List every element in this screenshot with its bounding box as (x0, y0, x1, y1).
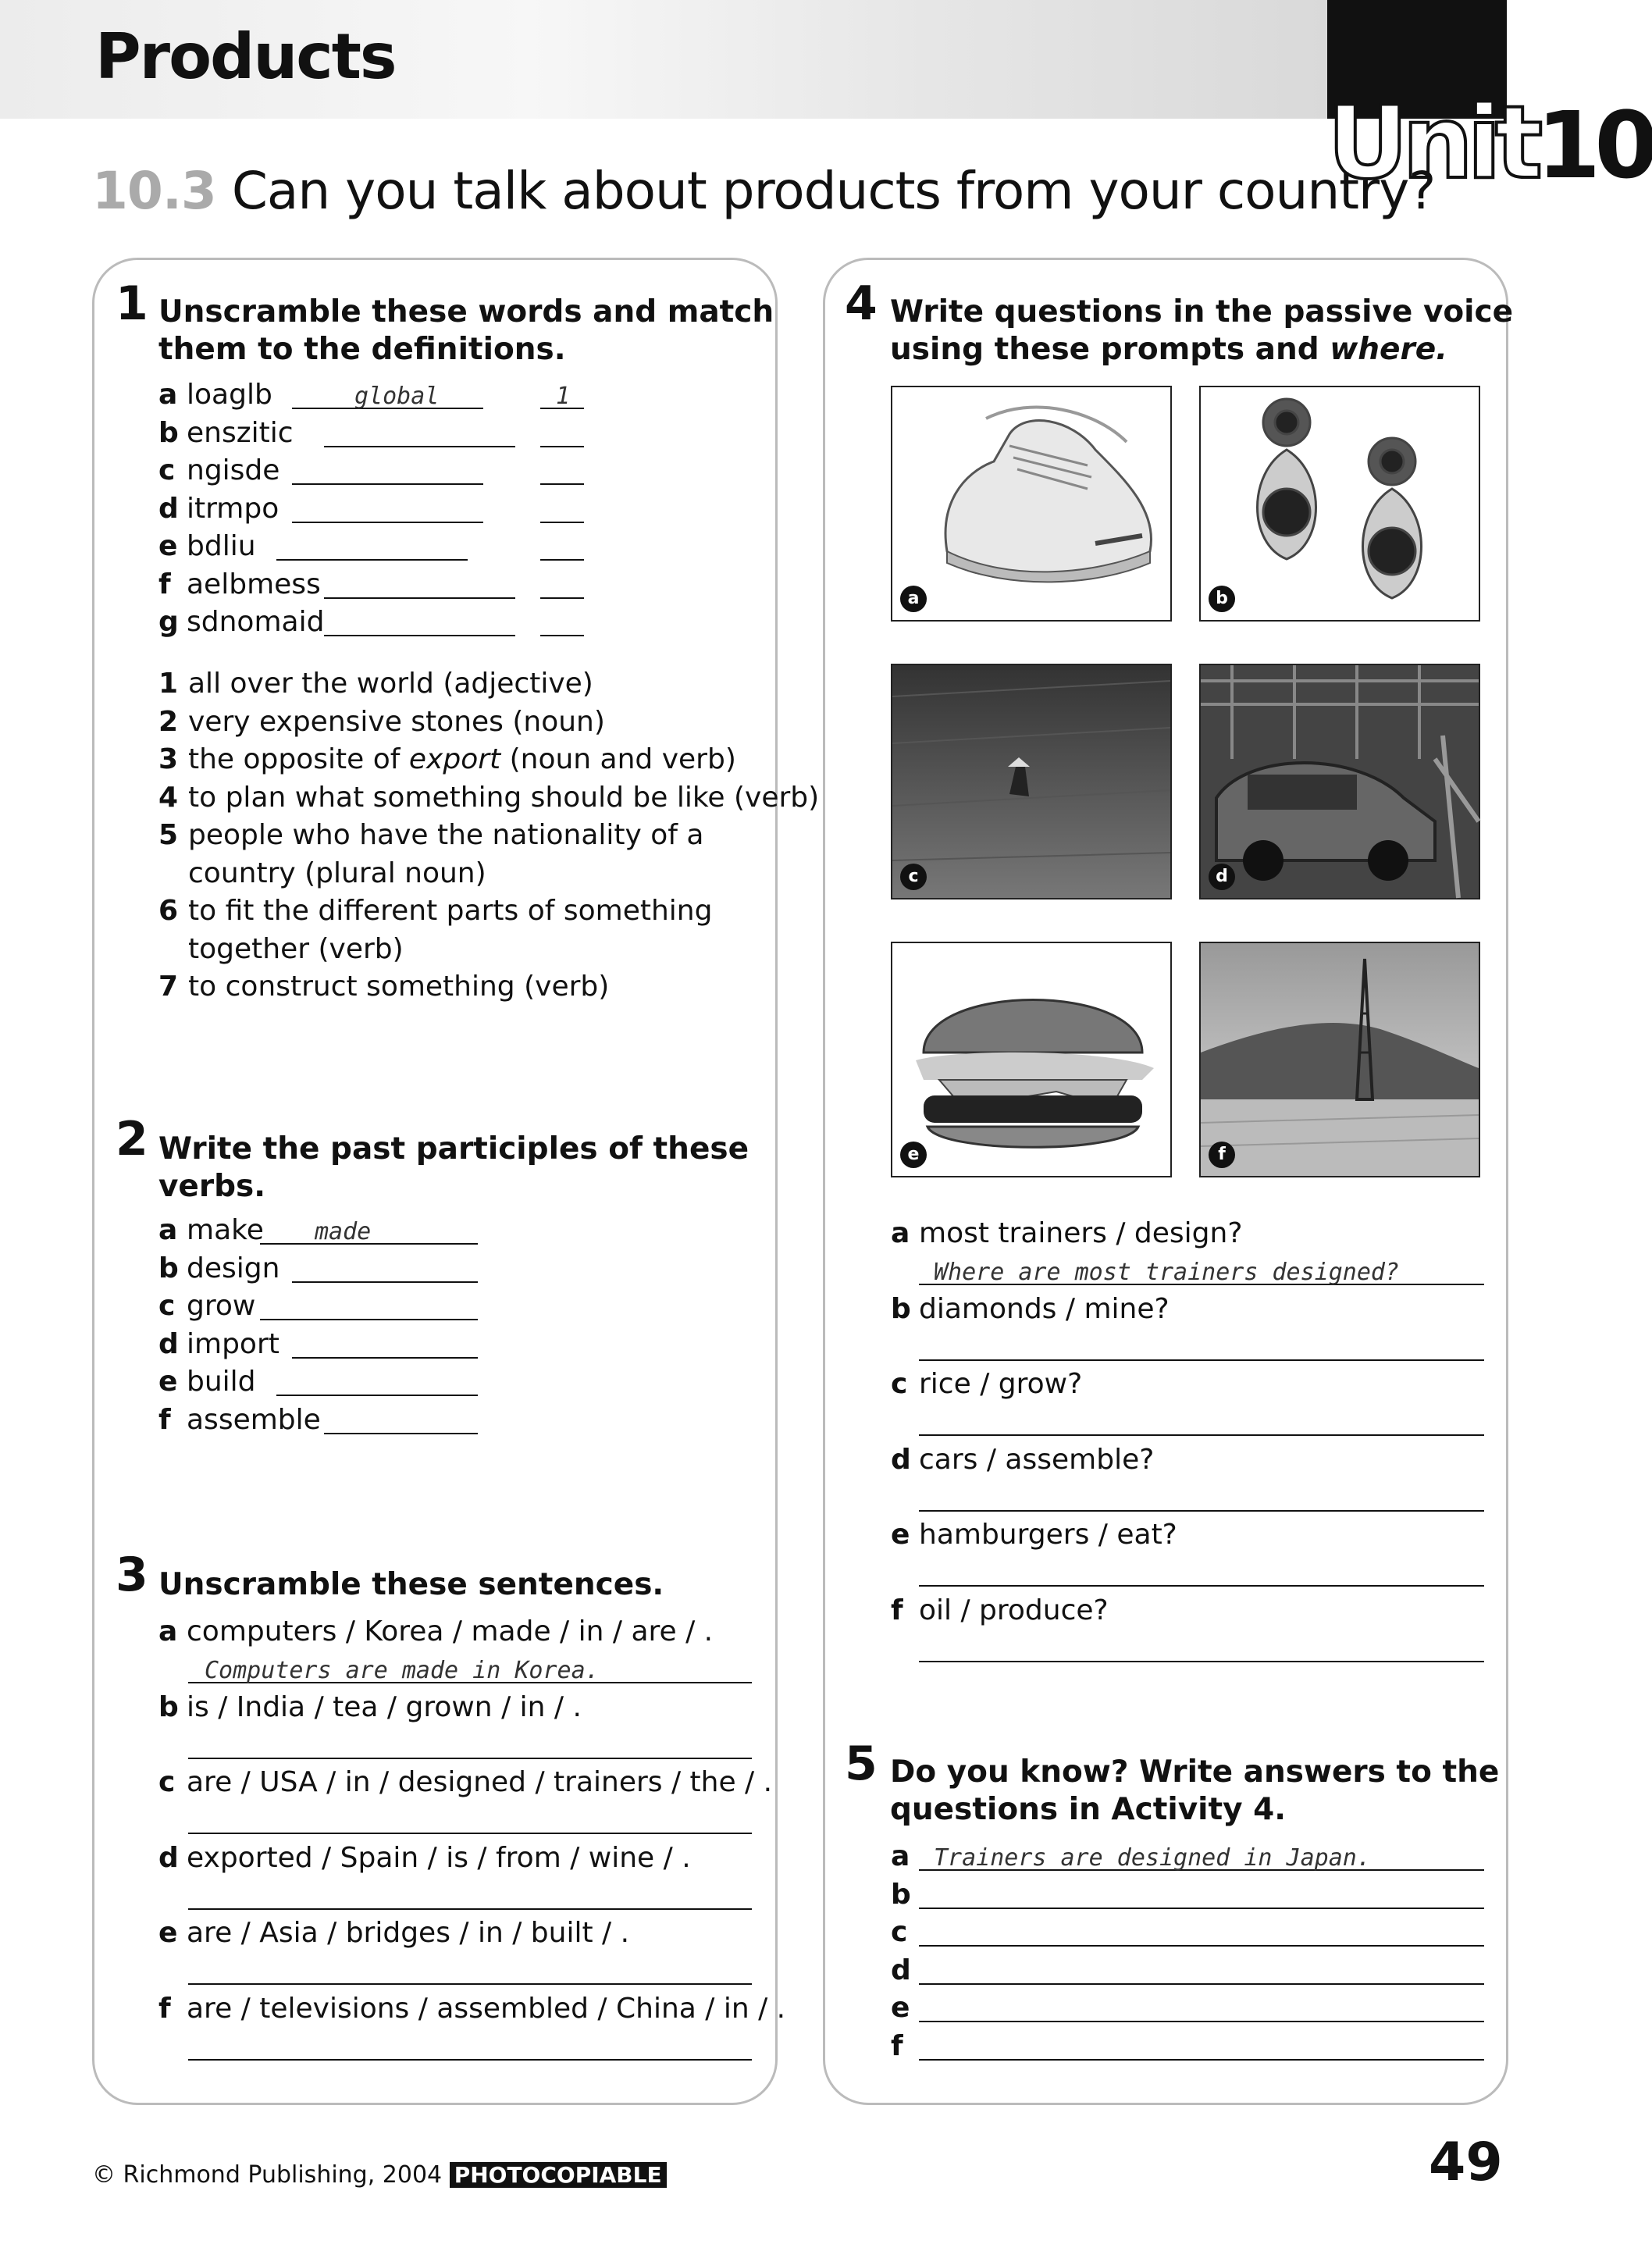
scrambled-sentence: is / India / tea / grown / in / . (187, 1690, 582, 1723)
definition-number: 4 (158, 781, 179, 814)
question-prompt: most trainers / design? (919, 1217, 1243, 1249)
answer-line (919, 1585, 1484, 1587)
scrambled-word: bdliu (187, 530, 256, 562)
item-letter: d (158, 492, 179, 525)
activity2-title-line2: verbs. (158, 1169, 266, 1204)
item-letter: d (158, 1327, 179, 1360)
photocopiable-badge: PHOTOCOPIABLE (450, 2162, 667, 2188)
question-prompt: rice / grow? (919, 1368, 1083, 1400)
answer-line (276, 1395, 479, 1396)
item-letter: c (158, 454, 176, 486)
activity4-item (891, 1592, 1109, 1630)
rice-field-photo (892, 665, 1170, 898)
activity5-title-line1: Do you know? Write answers to the (890, 1754, 1500, 1790)
activity2-item (158, 1402, 321, 1439)
definition-number: 3 (158, 743, 179, 775)
definition-text: the opposite of (188, 743, 409, 775)
activity1-item (158, 528, 256, 565)
answer-line (276, 559, 468, 561)
answer-line (919, 1945, 1484, 1947)
activity4-title-line1: Write questions in the passive voice (890, 294, 1514, 330)
definition-text: to construct something (verb) (188, 971, 610, 1003)
scrambled-word: aelbmess (187, 568, 321, 600)
activity4-item (891, 1215, 1242, 1252)
scrambled-sentence: are / televisions / assembled / China / in / . (187, 1992, 786, 2025)
picture-a-label: a (900, 586, 927, 612)
item-letter: c (891, 1368, 908, 1400)
match-line (540, 635, 584, 636)
verb: import (187, 1327, 279, 1360)
car-factory-photo (1201, 665, 1479, 898)
item-letter: a (158, 379, 178, 411)
match-line (540, 483, 584, 485)
activity1-title-line2: them to the definitions. (158, 332, 566, 367)
picture-d-car-factory (1199, 664, 1480, 899)
definition-text: to plan what something should be like (verb) (188, 781, 820, 814)
question-prompt: cars / assemble? (919, 1443, 1155, 1476)
definition-continuation: together (verb) (188, 932, 404, 965)
item-letter: c (158, 1766, 176, 1798)
lesson-number: 10.3 (92, 161, 216, 221)
activity1-item (158, 376, 272, 414)
activity2-number: 2 (116, 1112, 148, 1167)
activity2-item (158, 1250, 279, 1288)
activity2-item (158, 1288, 255, 1325)
answer-line (324, 635, 515, 636)
item-letter: b (158, 1690, 179, 1723)
picture-c-label: c (900, 864, 927, 890)
page-title: Products (95, 20, 396, 93)
activity4-title-line2-emphasis: where. (1330, 332, 1447, 367)
activity2-title-line1: Write the past participles of these (158, 1131, 749, 1167)
activity3-item (158, 1915, 629, 1952)
definition-item (158, 817, 703, 854)
answer-line (188, 1758, 752, 1759)
handwritten-answer: Where are most trainers designed? (934, 1259, 1400, 1286)
picture-b-label: b (1209, 586, 1235, 612)
activity2-item (158, 1326, 279, 1363)
activity3-item (158, 1613, 713, 1651)
definition-number: 5 (158, 819, 179, 851)
item-letter: d (158, 1841, 179, 1874)
activity1-item (158, 566, 321, 604)
item-letter: a (158, 1214, 178, 1246)
scrambled-sentence: are / USA / in / designed / trainers / the / . (187, 1766, 773, 1798)
verb: grow (187, 1290, 256, 1322)
activity3-item (158, 1689, 582, 1726)
oil-rig-photo (1201, 943, 1479, 1176)
item-letter: a (158, 1615, 178, 1648)
definition-item (158, 665, 593, 703)
copyright: © Richmond Publishing, 2004 (92, 2161, 443, 2189)
item-letter: f (158, 568, 171, 600)
answer-line (260, 1319, 478, 1320)
activity5-letter: f (891, 2029, 903, 2062)
item-letter: d (891, 1443, 911, 1476)
picture-f-label: f (1209, 1142, 1235, 1168)
item-letter: a (891, 1217, 910, 1249)
activity4-item (891, 1516, 1177, 1554)
scrambled-sentence: exported / Spain / is / from / wine / . (187, 1841, 691, 1874)
trainers-photo (892, 387, 1170, 620)
footer (92, 2161, 667, 2189)
activity4-title-line2 (890, 331, 1447, 369)
diamond-earrings-photo (1201, 387, 1479, 620)
handwritten-answer: made (315, 1218, 372, 1245)
definition-item (158, 892, 712, 930)
unit-word: Unit (1327, 85, 1537, 201)
activity4-number: 4 (845, 276, 878, 331)
item-letter: f (158, 1992, 171, 2025)
answer-line (919, 1434, 1484, 1436)
activity5-number: 5 (845, 1737, 878, 1791)
question-prompt: diamonds / mine? (919, 1292, 1170, 1325)
activity4-item (891, 1291, 1170, 1328)
scrambled-sentence: are / Asia / bridges / in / built / . (187, 1917, 630, 1949)
page-number: 49 (1429, 2132, 1503, 2193)
activity1-item (158, 452, 279, 490)
lesson-heading (92, 161, 1435, 221)
activity1-title-line1: Unscramble these words and match (158, 294, 774, 330)
activity5-letter: b (891, 1878, 911, 1911)
picture-c-rice-field (891, 664, 1172, 899)
item-letter: e (158, 1917, 178, 1949)
item-letter: c (158, 1290, 176, 1322)
picture-a-trainers (891, 386, 1172, 622)
scrambled-word: ngisde (187, 454, 280, 486)
activity3-item (158, 1840, 691, 1877)
definition-item (158, 968, 609, 1006)
definition-item (158, 779, 819, 817)
item-letter: e (158, 1366, 178, 1398)
activity2-item (158, 1363, 256, 1401)
answer-line (292, 483, 483, 485)
definition-text: people who have the nationality of a (188, 819, 704, 851)
question-prompt: hamburgers / eat? (919, 1519, 1177, 1551)
picture-b-earrings (1199, 386, 1480, 622)
scrambled-word: enszitic (187, 416, 294, 449)
answer-line (292, 1281, 478, 1283)
activity2-item (158, 1212, 264, 1249)
match-line (540, 559, 584, 561)
answer-line (919, 1510, 1484, 1512)
verb: build (187, 1366, 256, 1398)
item-letter: f (891, 1594, 903, 1626)
answer-line (919, 2021, 1484, 2022)
match-line (540, 522, 584, 523)
definition-number: 7 (158, 971, 179, 1003)
answer-line (188, 1908, 752, 1910)
definition-text: very expensive stones (noun) (188, 705, 605, 738)
definition-emphasis: export (408, 743, 501, 775)
definition-item (158, 741, 736, 778)
definition-number: 6 (158, 895, 179, 927)
handwritten-answer: Trainers are designed in Japan. (934, 1844, 1371, 1872)
picture-d-label: d (1209, 864, 1235, 890)
answer-line (292, 522, 483, 523)
scrambled-word: itrmpo (187, 492, 279, 525)
verb: make (187, 1214, 264, 1246)
activity4-item (891, 1441, 1154, 1479)
activity5-letter: c (891, 1916, 908, 1948)
handwritten-answer: Computers are made in Korea. (205, 1657, 600, 1684)
answer-line (919, 1983, 1484, 1985)
picture-e-label: e (900, 1142, 927, 1168)
answer-line (324, 597, 515, 599)
scrambled-sentence: computers / Korea / made / in / are / . (187, 1615, 714, 1648)
activity3-item (158, 1764, 772, 1801)
verb: assemble (187, 1403, 321, 1436)
activity3-item (158, 1990, 785, 2028)
match-line (540, 446, 584, 447)
activity3-number: 3 (116, 1548, 148, 1602)
answer-line (188, 2059, 752, 2061)
answer-line (919, 1359, 1484, 1361)
definition-number: 2 (158, 705, 179, 738)
item-letter: e (891, 1519, 910, 1551)
item-letter: f (158, 1403, 171, 1436)
item-letter: b (891, 1292, 911, 1325)
match-line (540, 597, 584, 599)
item-letter: b (158, 1252, 179, 1284)
handwritten-answer: global (354, 383, 440, 410)
definition-text-end: (noun and verb) (500, 743, 736, 775)
activity1-item (158, 604, 324, 641)
definition-text: to fit the different parts of something (188, 895, 713, 927)
answer-line (324, 1433, 478, 1434)
activity5-letter: d (891, 1954, 911, 1986)
lesson-question: Can you talk about products from your country? (231, 161, 1436, 221)
activity1-item (158, 415, 294, 452)
item-letter: e (158, 530, 178, 562)
picture-f-oil-rig (1199, 942, 1480, 1177)
definition-number: 1 (158, 668, 179, 700)
picture-e-hamburger (891, 942, 1172, 1177)
item-letter: b (158, 416, 179, 449)
activity5-letter: e (891, 1992, 910, 2024)
activity4-title-line2-text: using these prompts and (890, 332, 1330, 367)
answer-line (188, 1983, 752, 1985)
handwritten-match: 1 (556, 383, 571, 410)
definition-continuation: country (plural noun) (188, 857, 486, 889)
answer-line (919, 2059, 1484, 2061)
question-prompt: oil / produce? (919, 1594, 1109, 1626)
hamburger-photo (892, 943, 1170, 1176)
activity5-letter: a (891, 1840, 910, 1872)
activity3-title: Unscramble these sentences. (158, 1567, 664, 1602)
unit-number: 10 (1536, 91, 1652, 199)
item-letter: g (158, 606, 179, 638)
answer-line (919, 1661, 1484, 1662)
answer-line (188, 1833, 752, 1834)
activity4-item (891, 1366, 1082, 1403)
scrambled-word: loaglb (187, 379, 272, 411)
verb: design (187, 1252, 280, 1284)
scrambled-word: sdnomaid (187, 606, 325, 638)
answer-line (919, 1908, 1484, 1909)
activity1-item (158, 490, 279, 528)
definition-item (158, 704, 605, 741)
activity1-number: 1 (116, 276, 148, 331)
definition-text: all over the world (adjective) (188, 668, 593, 700)
activity5-title-line2: questions in Activity 4. (890, 1792, 1287, 1827)
answer-line (292, 1357, 478, 1359)
answer-line (324, 446, 515, 447)
